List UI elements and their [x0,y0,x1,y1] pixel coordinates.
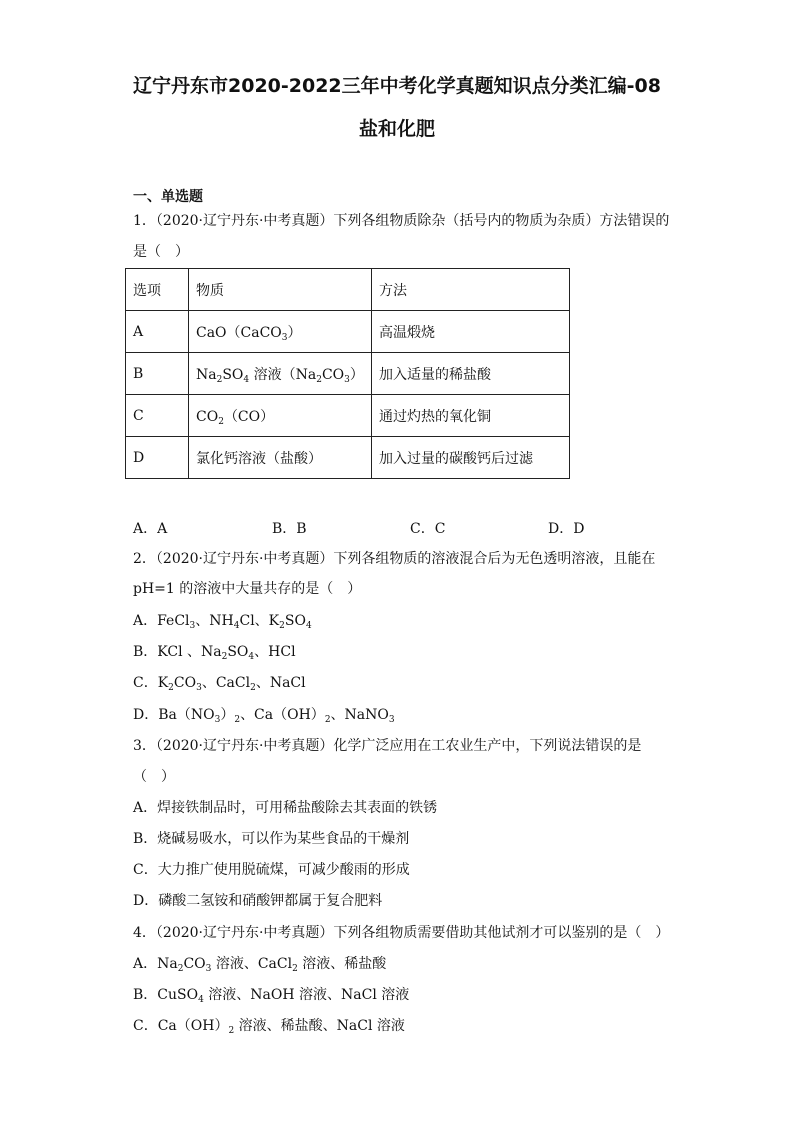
q3-choice-d: D．磷酸二氢铵和硝酸钾都属于复合肥料 [133,893,383,909]
row-b-substance: $Na_2SO_4$ 溶液$(Na_2CO_3)$ [189,353,372,395]
q1-choice-d: D．D [548,521,585,537]
q2-choice-d: D．$Ba(NO_3)_2$、$Ca(OH)_2$、NaNO$_3$ [133,707,395,725]
row-d-method: 加入过量的碳酸钙后过滤 [372,437,570,479]
q1-stem-line-1: 1．（2020·辽宁丹东·中考真题）下列各组物质除杂（括号内的物质为杂质）方法错误的 [133,213,670,229]
table-row [126,353,570,395]
header-substance: 物质 [189,269,372,311]
q3-choice-a: A．焊接铁制品时，可用稀盐酸除去其表面的铁锈 [133,800,438,816]
section-heading: 一、单选题 [133,189,203,205]
q2-choice-c: C．$K_2CO_3$、CaCl$_2$、NaCl [133,675,306,693]
row-b-option: B [126,353,189,395]
row-d-option: D [126,437,189,479]
q1-table [125,268,570,479]
header-option: 选项 [126,269,189,311]
q4-choice-c: C．$Ca(OH)_2$ 溶液、稀盐酸、NaCl 溶液 [133,1018,405,1036]
row-a-option: A [126,311,189,353]
row-d-substance: 氯化钙溶液（盐酸） [189,437,372,479]
document-title-line-2: 盐和化肥 [358,118,435,140]
row-a-method: 高温煅烧 [372,311,570,353]
q2-stem-line-1: 2．（2020·辽宁丹东·中考真题）下列各组物质的溶液混合后为无色透明溶液，且能在 [133,551,656,567]
q2-choice-a: A．FeCl$_3$、$NH_4Cl$、$K_2SO_4$ [133,613,312,631]
q4-choice-a: A．$Na_2CO_3$ 溶液、CaCl$_2$ 溶液、稀盐酸 [133,956,387,974]
q3-stem-line-1: 3．（2020·辽宁丹东·中考真题）化学广泛应用在工农业生产中，下列说法错误的是 [133,738,642,754]
q1-choice-c: C．C [410,521,446,537]
row-a-substance: CaO（CaCO$_3$） [189,311,372,353]
row-c-method: 通过灼热的氧化铜 [372,395,570,437]
header-method: 方法 [372,269,570,311]
q4-choice-b: B．CuSO$_4$ 溶液、NaOH 溶液、NaCl 溶液 [133,987,410,1005]
document-title-line-1: 辽宁丹东市2020-2022三年中考化学真题知识点分类汇编-08 [133,75,661,97]
table-row [126,395,570,437]
q1-choice-b: B．B [272,521,307,537]
q1-stem-line-2: 是（ ） [133,244,189,260]
row-b-method: 加入适量的稀盐酸 [372,353,570,395]
q2-stem-line-2: pH=1 的溶液中大量共存的是（ ） [133,581,362,597]
q3-choice-b: B．烧碱易吸水，可以作为某些食品的干燥剂 [133,831,410,847]
row-c-option: C [126,395,189,437]
row-c-substance: $CO_2(CO)$ [189,395,372,437]
table-row [126,437,570,479]
q3-stem-line-2: （ ） [133,769,175,785]
q1-choice-a: A．A [133,521,168,537]
q3-choice-c: C．大力推广使用脱硫煤，可减少酸雨的形成 [133,862,410,878]
table-header-row [126,269,570,311]
q4-stem-line-1: 4．（2020·辽宁丹东·中考真题）下列各组物质需要借助其他试剂才可以鉴别的是（ ） [133,925,670,941]
table-row [126,311,570,353]
q2-choice-b: B．KCl 、$Na_2SO_4$、HCl [133,644,296,662]
